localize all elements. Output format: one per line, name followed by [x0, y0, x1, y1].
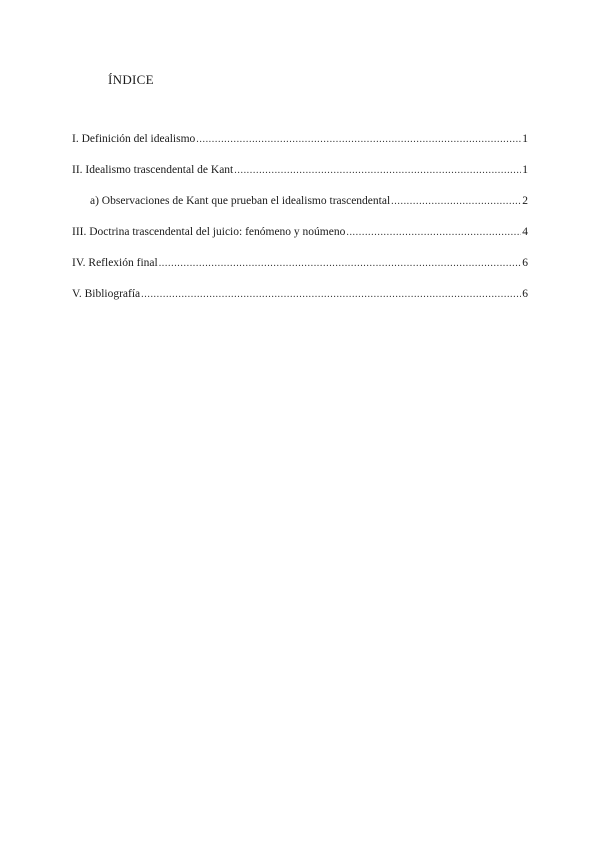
- toc-list: [72, 131, 528, 317]
- toc-entry[interactable]: [72, 162, 528, 193]
- toc-page-number: 4: [522, 226, 528, 238]
- toc-page-number: 1: [522, 164, 528, 176]
- toc-dot-leader: [391, 193, 521, 210]
- toc-entry-label: a) Observaciones de Kant que prueban el idealismo trascendental: [90, 195, 391, 207]
- toc-dot-leader: [196, 131, 521, 148]
- toc-page-number: 6: [522, 257, 528, 269]
- toc-entry-label: I. Definición del idealismo: [72, 133, 196, 145]
- toc-entry[interactable]: [72, 286, 528, 317]
- toc-entry-label: II. Idealismo trascendental de Kant: [72, 164, 234, 176]
- toc-subentry[interactable]: [72, 193, 528, 224]
- toc-heading: ÍNDICE: [108, 72, 154, 87]
- toc-page-number: 1: [522, 133, 528, 145]
- toc-entry[interactable]: [72, 224, 528, 255]
- toc-dot-leader: [159, 255, 522, 272]
- toc-page-number: 6: [522, 288, 528, 300]
- toc-entry[interactable]: [72, 255, 528, 286]
- toc-entry-label: III. Doctrina trascendental del juicio: fenómeno y noúmeno: [72, 226, 346, 238]
- toc-entry[interactable]: [72, 131, 528, 162]
- toc-page-number: 2: [522, 195, 528, 207]
- toc-dot-leader: [234, 162, 521, 179]
- toc-entry-label: IV. Reflexión final: [72, 257, 158, 269]
- toc-dot-leader: [346, 224, 521, 241]
- toc-entry-label: V. Bibliografía: [72, 288, 141, 300]
- toc-dot-leader: [141, 286, 521, 303]
